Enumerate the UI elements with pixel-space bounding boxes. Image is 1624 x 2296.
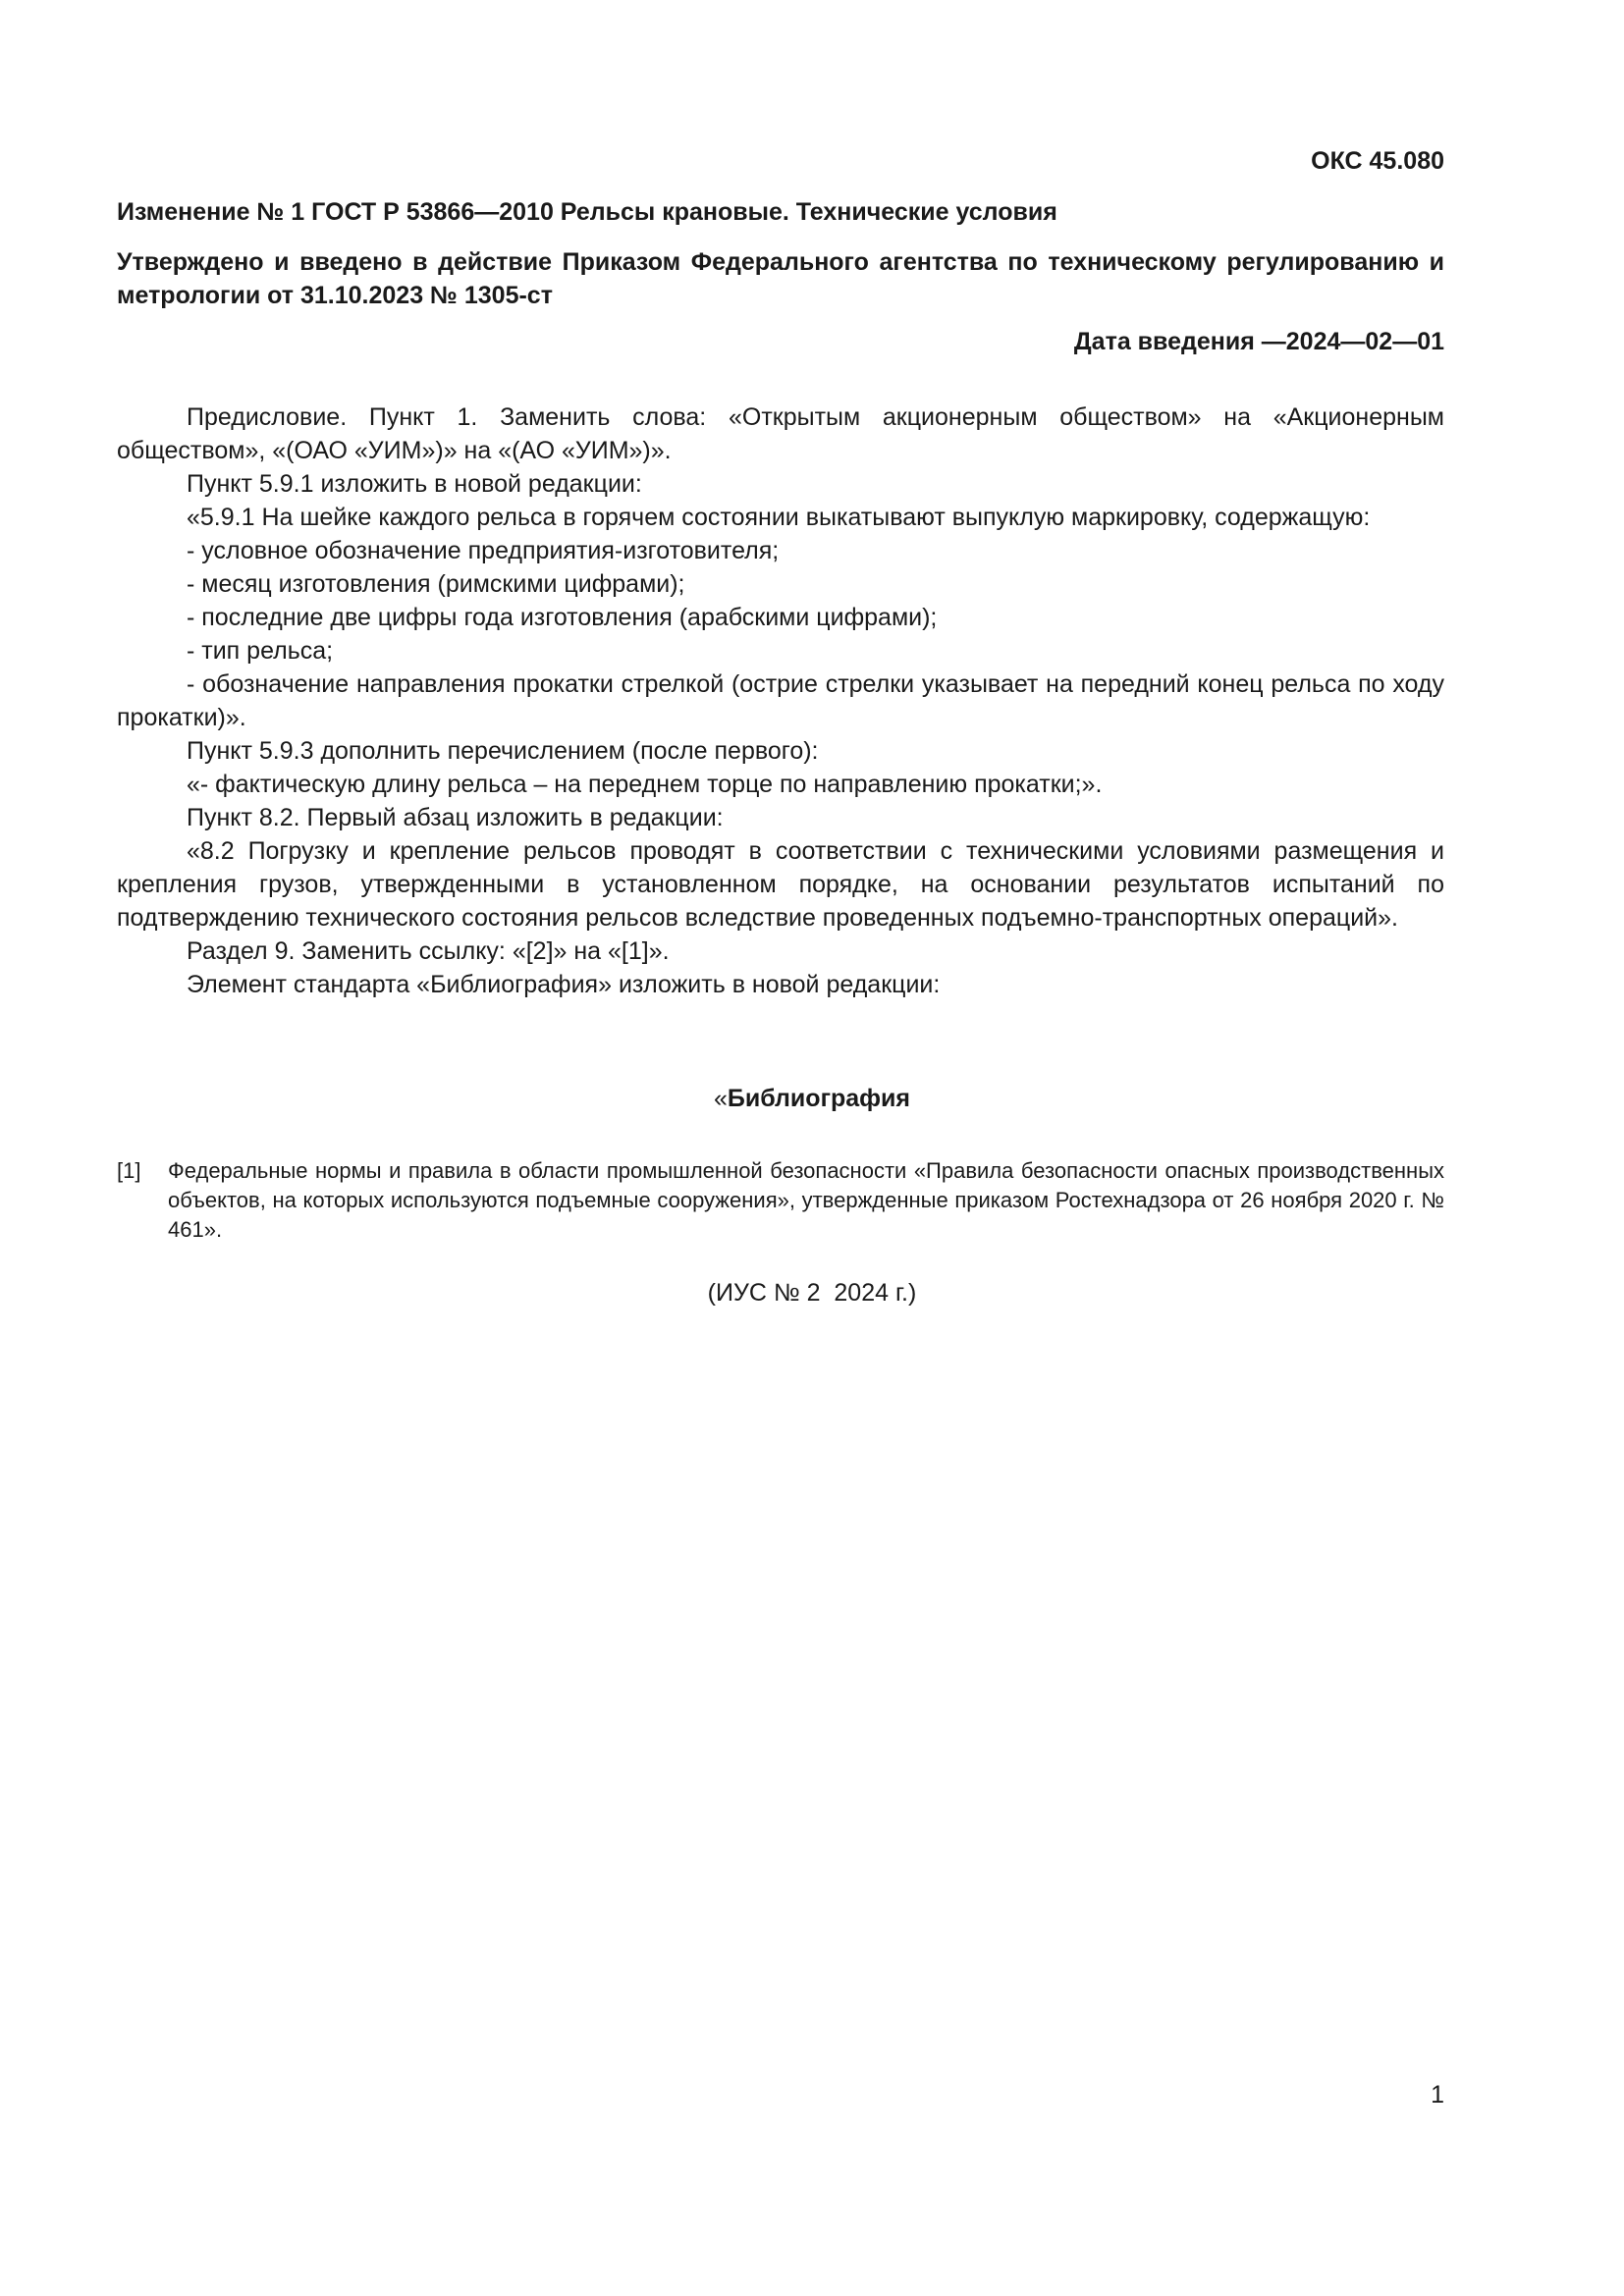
- list-item: - последние две цифры года изготовления (арабскими цифрами);: [187, 604, 938, 631]
- list-item: - обозначение направления прокатки стрелкой (острие стрелки указывает на передний конец рельса по ходу прокатки)».: [117, 670, 1444, 731]
- amendment-title: Изменение № 1 ГОСТ Р 53866—2010 Рельсы крановые. Технические условия: [117, 198, 1057, 226]
- list-item: - тип рельса;: [187, 637, 334, 665]
- reference-number: [1]: [117, 1158, 141, 1183]
- paragraph-5-9-3-text: «- фактическую длину рельса – на переднем торце по направлению прокатки;».: [187, 771, 1103, 798]
- paragraph-8-2-intro: Пункт 8.2. Первый абзац изложить в редакции:: [187, 804, 724, 831]
- approval-text: Утверждено и введено в действие Приказом Федерального агентства по техническому регулированию и метрологии от 31.10.2023 № 1305-ст: [117, 248, 1444, 309]
- paragraph-5-9-1-intro: Пункт 5.9.1 изложить в новой редакции:: [187, 470, 642, 498]
- paragraph-8-2-text: «8.2 Погрузку и крепление рельсов проводят в соответствии с техническими условиями размещения и крепления грузов, утвержденными в установленном порядке, на основании результатов испытаний по подтверждению технического состояния рельсов вследствие проведенных подъемно-транспортных операций».: [117, 837, 1444, 932]
- bibliography-open-quote: «: [713, 1085, 728, 1112]
- introduction-date: Дата введения —2024—02—01: [1073, 328, 1444, 355]
- page-number: 1: [1431, 2081, 1444, 2109]
- amendment-body: [117, 400, 1444, 1001]
- list-item: - месяц изготовления (римскими цифрами);: [187, 570, 685, 598]
- paragraph-bibliography-intro: Элемент стандарта «Библиография» изложить в новой редакции:: [187, 971, 941, 998]
- reference-text: Федеральные нормы и правила в области промышленной безопасности «Правила безопасности опасных производственных объектов, на которых используются подъемные сооружения», утвержденные приказом Ростехнадзора от 26 ноября 2020 г. № 461».: [168, 1158, 1444, 1242]
- bibliography-reference: [117, 1156, 1444, 1245]
- paragraph-preface: Предисловие. Пункт 1. Заменить слова: «Открытым акционерным обществом» на «Акционерным обществом», «(ОАО «УИМ»)» на «(АО «УИМ»)».: [117, 403, 1444, 464]
- bibliography-heading: [0, 1085, 1624, 1113]
- ius-reference: (ИУС № 2 2024 г.): [707, 1279, 917, 1307]
- oks-code: ОКС 45.080: [1311, 147, 1444, 175]
- paragraph-5-9-3-intro: Пункт 5.9.3 дополнить перечислением (после первого):: [187, 737, 819, 765]
- list-item: - условное обозначение предприятия-изготовителя;: [187, 537, 780, 564]
- paragraph-section-9: Раздел 9. Заменить ссылку: «[2]» на «[1]».: [187, 937, 670, 965]
- paragraph-5-9-1-text: «5.9.1 На шейке каждого рельса в горячем состоянии выкатывают выпуклую маркировку, содержащую:: [187, 504, 1371, 531]
- bibliography-heading-text: Библиография: [727, 1085, 910, 1112]
